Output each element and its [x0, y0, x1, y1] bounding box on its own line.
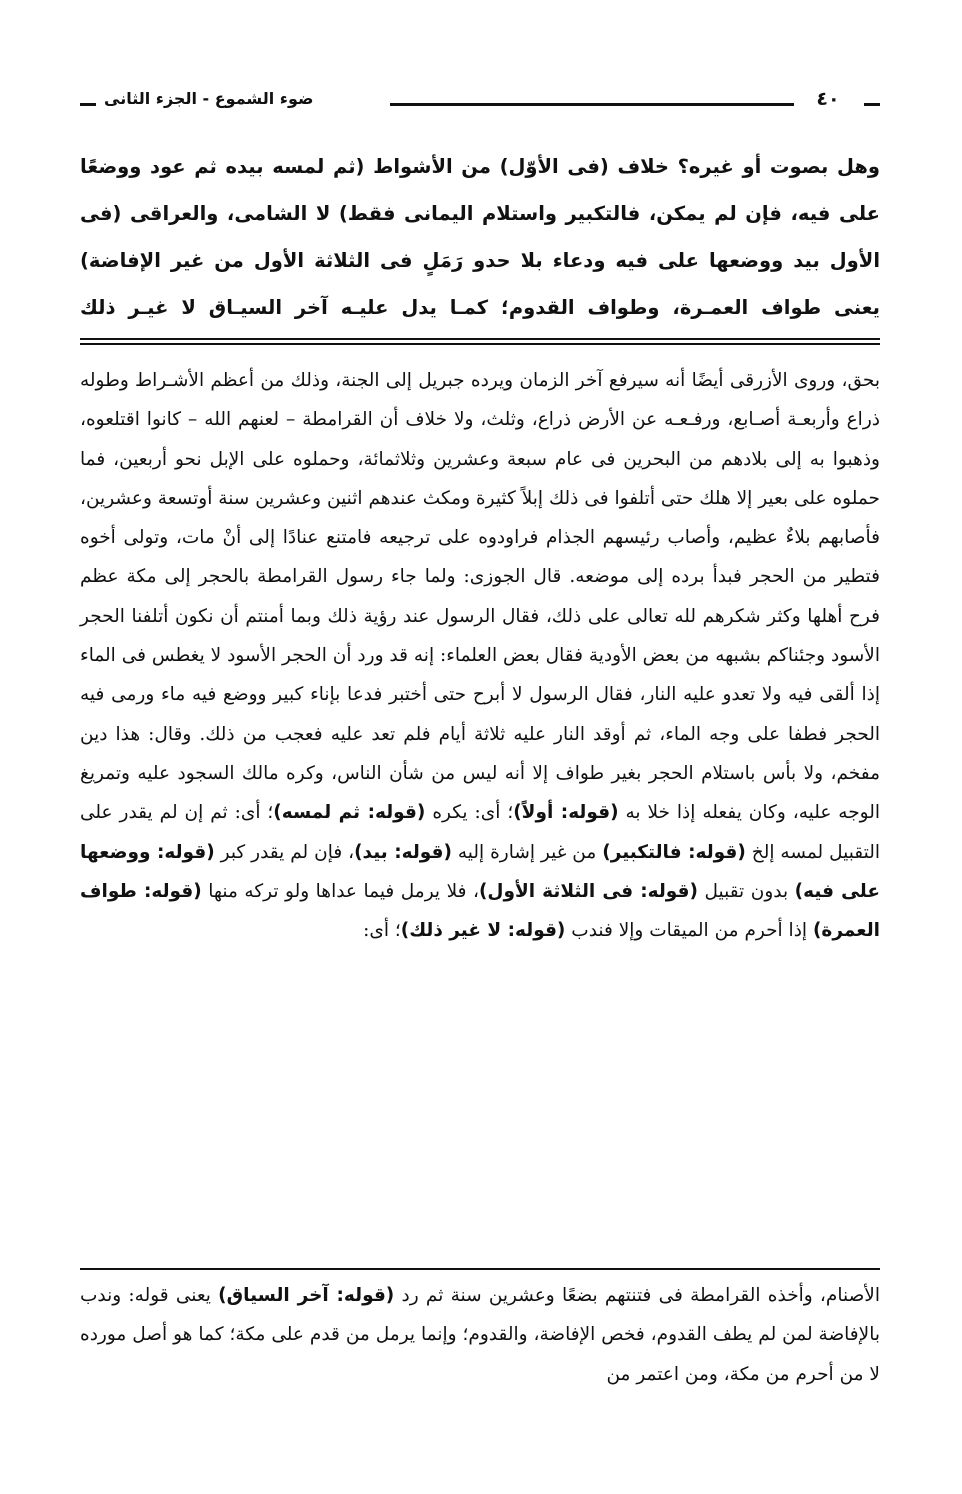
- commentary-text: [80, 361, 880, 950]
- commentary-text-run: بحق، وروى الأزرقى أيضًا أنه سيرفع آخر الزمان ويرده جبريل إلى الجنة، وذلك من أعظم الأشـراط وطوله ذراع وأربعـة أصـابع، ورفـعـه عن الأرض ذراع، وثلث، ولا خلاف أن القرامطة – لعنهم الله – كانوا اقتلعوه، وذهبوا به إلى بلادهم من البحرين فى عام سبعة وعشرين وثلاثمائة، وحملوه على الإبل نحو أربعين، فما حملوه على بعير إلا هلك حتى أتلفوا فى ذلك إبلاً كثيرة ومكث عندهم اثنين وعشرين سنة أوتسعة وعشرين، فأصابهم بلاءٌ عظيم، وأصاب رئيسهم الجذام فراودوه على ترجيعه فامتنع عنادًا إلى أنْ مات، وتولى أخوه فتطير من الحجر فبدأ برده إلى موضعه. قال الجوزى: ولما جاء رسول القرامطة بالحجر إلى مكة عظم فرح أهلها وكثر شكرهم لله تعالى على ذلك، فقال الرسول عند رؤية ذلك وبما أمنتم أن نكون أتلفنا الحجر الأسود وجئناكم بشبهه من بعض الأودية فقال بعض العلماء: إنه قد ورد أن الحجر الأسود لا يغطس فى الماء إذا ألقى فيه ولا تعدو عليه النار، فقال الرسول لا أبرح حتى أختبر فدعا بإناء كبير ووضع فيه ماء ورمى فيه الحجر فطفا على وجه الماء، ثم أوقد النار عليه ثلاثة أيام فلم تعد عليه فعجب من ذلك. وقال: هذا دين مفخم، ولا بأس باستلام الحجر بغير طواف إلا أنه ليس من شأن الناس، وكره مالك السجود عليه وتمريغ الوجه عليه، وكان يفعله إذا خلا به: [80, 370, 880, 824]
- commentary-text-run: ؛ أى:: [363, 920, 401, 942]
- main-text: [80, 143, 880, 331]
- footnote-text-run: الأصنام، وأخذه القرامطة فى فتنتهم بضعًا وعشرين سنة ثم رد: [401, 1285, 880, 1306]
- double-rule-divider: [80, 338, 880, 345]
- commentary-text-run: ، فإن لم يقدر كبر: [220, 841, 355, 863]
- running-title: ضوء الشموع - الجزء الثانى: [104, 89, 314, 108]
- header-rule-left: [80, 103, 96, 106]
- quote-marker: (قوله: لا غير ذلك): [400, 920, 566, 942]
- commentary-text-run: إذا أحرم من الميقات وإلا فندب: [571, 920, 808, 942]
- quote-marker: (قوله: بيد): [354, 841, 452, 863]
- commentary-paragraph: [80, 361, 880, 950]
- quote-marker: (قوله: أولاً): [513, 802, 619, 824]
- quote-marker: (قوله: ووضعها على فيه): [80, 841, 880, 902]
- quote-marker: (قوله: طواف العمرة): [80, 880, 880, 942]
- commentary-text-run: من غير إشارة إليه: [457, 841, 597, 863]
- quote-marker: (قوله: فالتكبير): [602, 841, 746, 863]
- main-text-paragraph: وهل بصوت أو غيره؟ خلاف (فى الأوّل) من الأشواط (ثم لمسه بيده ثم عود ووضعًا على فيه، فإن لم يمكن، فالتكبير واستلام اليمانى فقط) لا الشامى، والعراقى (فى الأول بيد ووضعها على فيه ودعاء بلا حدو رَمَلٍ فى الثلاثة الأول من غير الإفاضة) يعنى طواف العمـرة، وطواف القدوم؛ كمـا يدل عليـه آخر السيـاق لا غيـر ذلك: [80, 155, 880, 319]
- commentary-text-run: ، فلا يرمل فيما عداها ولو تركه منها: [208, 880, 479, 902]
- commentary-text-run: بدون تقبيل: [704, 880, 789, 902]
- page-number: ٤٠: [816, 88, 840, 110]
- header-rule-middle: [390, 103, 794, 106]
- quote-marker: (قوله: فى الثلاثة الأول): [478, 880, 698, 902]
- footnote-rule: [80, 1268, 880, 1270]
- commentary-text-run: ؛ أى: يكره: [432, 802, 514, 824]
- quote-marker: (قوله: ثم لمسه): [273, 802, 426, 824]
- footnote-text-run: يعنى قوله: وندب بالإفاضة لمن لم يطف القدوم، فخص الإفاضة، والقدوم؛ وإنما يرمل من قدم على مكة؛ كما هو أصل مورده لا من أحرم من مكة، ومن اعتمر من: [80, 1285, 880, 1385]
- commentary-text-run: ؛ أى: ثم إن لم يقدر على التقبيل لمسه إلخ: [80, 802, 880, 863]
- footnote-paragraph: [80, 1276, 880, 1394]
- page-header: [80, 88, 880, 118]
- header-rule-right: [864, 103, 880, 106]
- footnote-text: [80, 1276, 880, 1394]
- quote-marker: (قوله: آخر السياق): [218, 1285, 395, 1306]
